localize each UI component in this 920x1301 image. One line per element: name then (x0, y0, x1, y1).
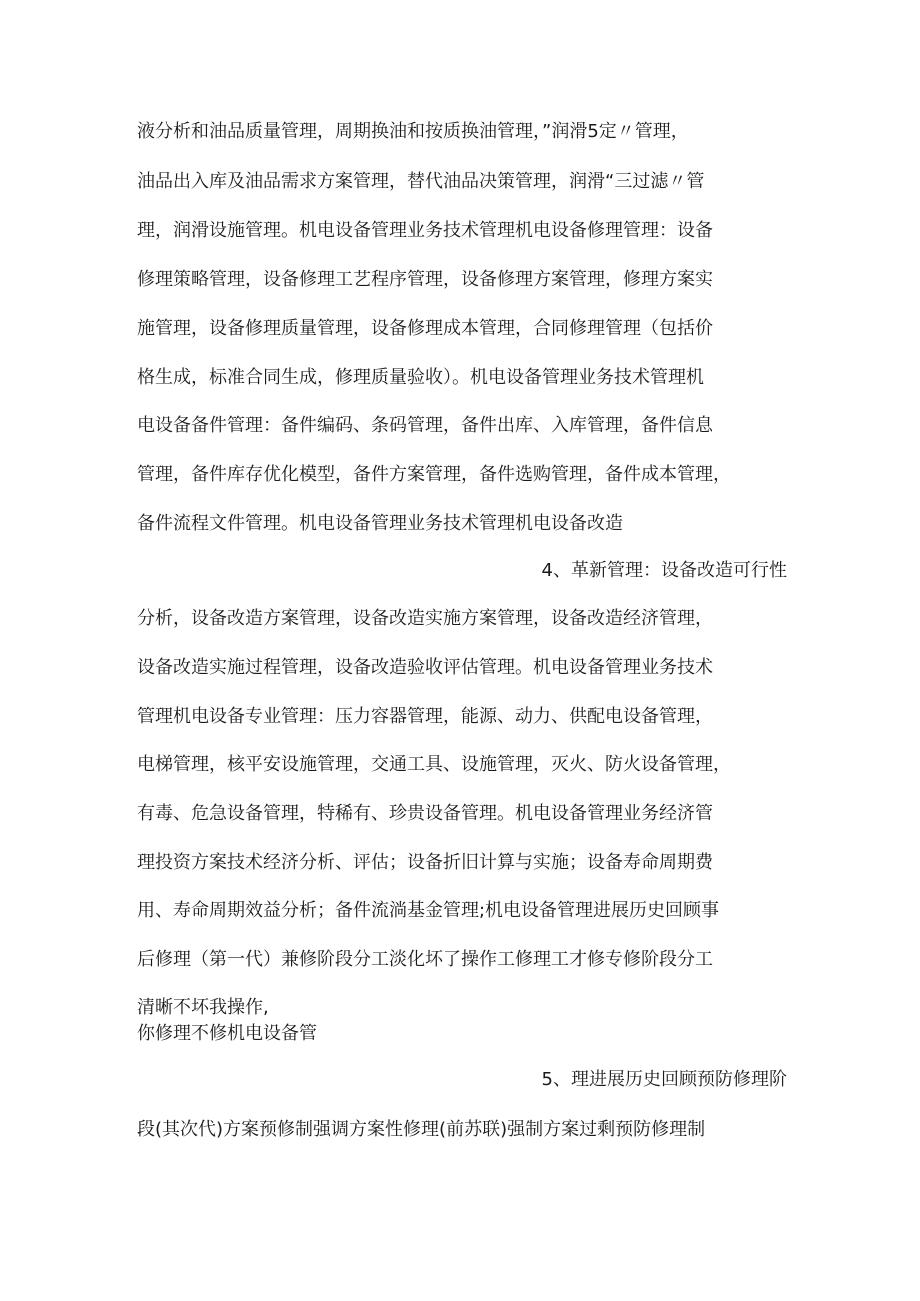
text-line: 你修理不修机电设备管 (137, 1023, 317, 1044)
text-line: 修理策略管理，设备修理工艺程序管理，设备修理方案管理，修理方案实 (137, 269, 713, 290)
text-line: 液分析和油品质量管理，周期换油和按质换油管理，”润滑5定〃管理， (137, 121, 689, 142)
text-line: 油品出入库及油品需求方案管理，替代油品决策管理，润滑“三过滤〃管 (137, 171, 705, 192)
text-line: 用、寿命周期效益分析；备件流淌基金管理;机电设备管理进展历史回顾事 (137, 900, 720, 921)
text-line: 备件流程文件管理。机电设备管理业务技术管理机电设备改造 (137, 513, 623, 534)
text-line: 电设备备件管理：备件编码、条码管理，备件出库、入库管理，备件信息 (137, 415, 713, 436)
text-line: 管理机电设备专业管理：压力容器管理，能源、动力、供配电设备管理， (137, 706, 713, 727)
text-line: 理投资方案技术经济分析、评估；设备折旧计算与实施；设备寿命周期费 (137, 852, 713, 873)
text-line: 格生成，标准合同生成，修理质量验收）。机电设备管理业务技术管理机 (137, 367, 704, 388)
text-line: 理，润滑设施管理。机电设备管理业务技术管理机电设备修理管理：设备 (137, 220, 713, 241)
text-line: 后修理（第一代）兼修阶段分工淡化坏了操作工修理工才修专修阶段分工 (137, 949, 713, 970)
text-line: 电梯管理，核平安设施管理，交通工具、设施管理，灭火、防火设备管理， (137, 754, 731, 775)
text-line: 施管理，设备修理质量管理，设备修理成本管理，合同修理管理（包括价 (137, 318, 713, 339)
section-heading-5: 5、理进展历史回顾预防修理阶 (541, 1069, 787, 1090)
text-line: 有毒、危急设备管理，特稀有、珍贵设备管理。机电设备管理业务经济管 (137, 803, 713, 824)
text-line: 管理，备件库存优化模型，备件方案管理，备件选购管理，备件成本管理， (137, 464, 731, 485)
text-line: 分析，设备改造方案管理，设备改造实施方案管理，设备改造经济管理， (137, 608, 713, 629)
section-heading-4: 4、革新管理：设备改造可行性 (541, 560, 787, 581)
text-line: 段(其次代)方案预修制强调方案性修理(前苏联)强制方案过剩预防修理制 (137, 1119, 706, 1140)
text-line: 设备改造实施过程管理，设备改造验收评估管理。机电设备管理业务技术 (137, 657, 713, 678)
text-line: 清晰不坏我操作, (137, 997, 269, 1018)
